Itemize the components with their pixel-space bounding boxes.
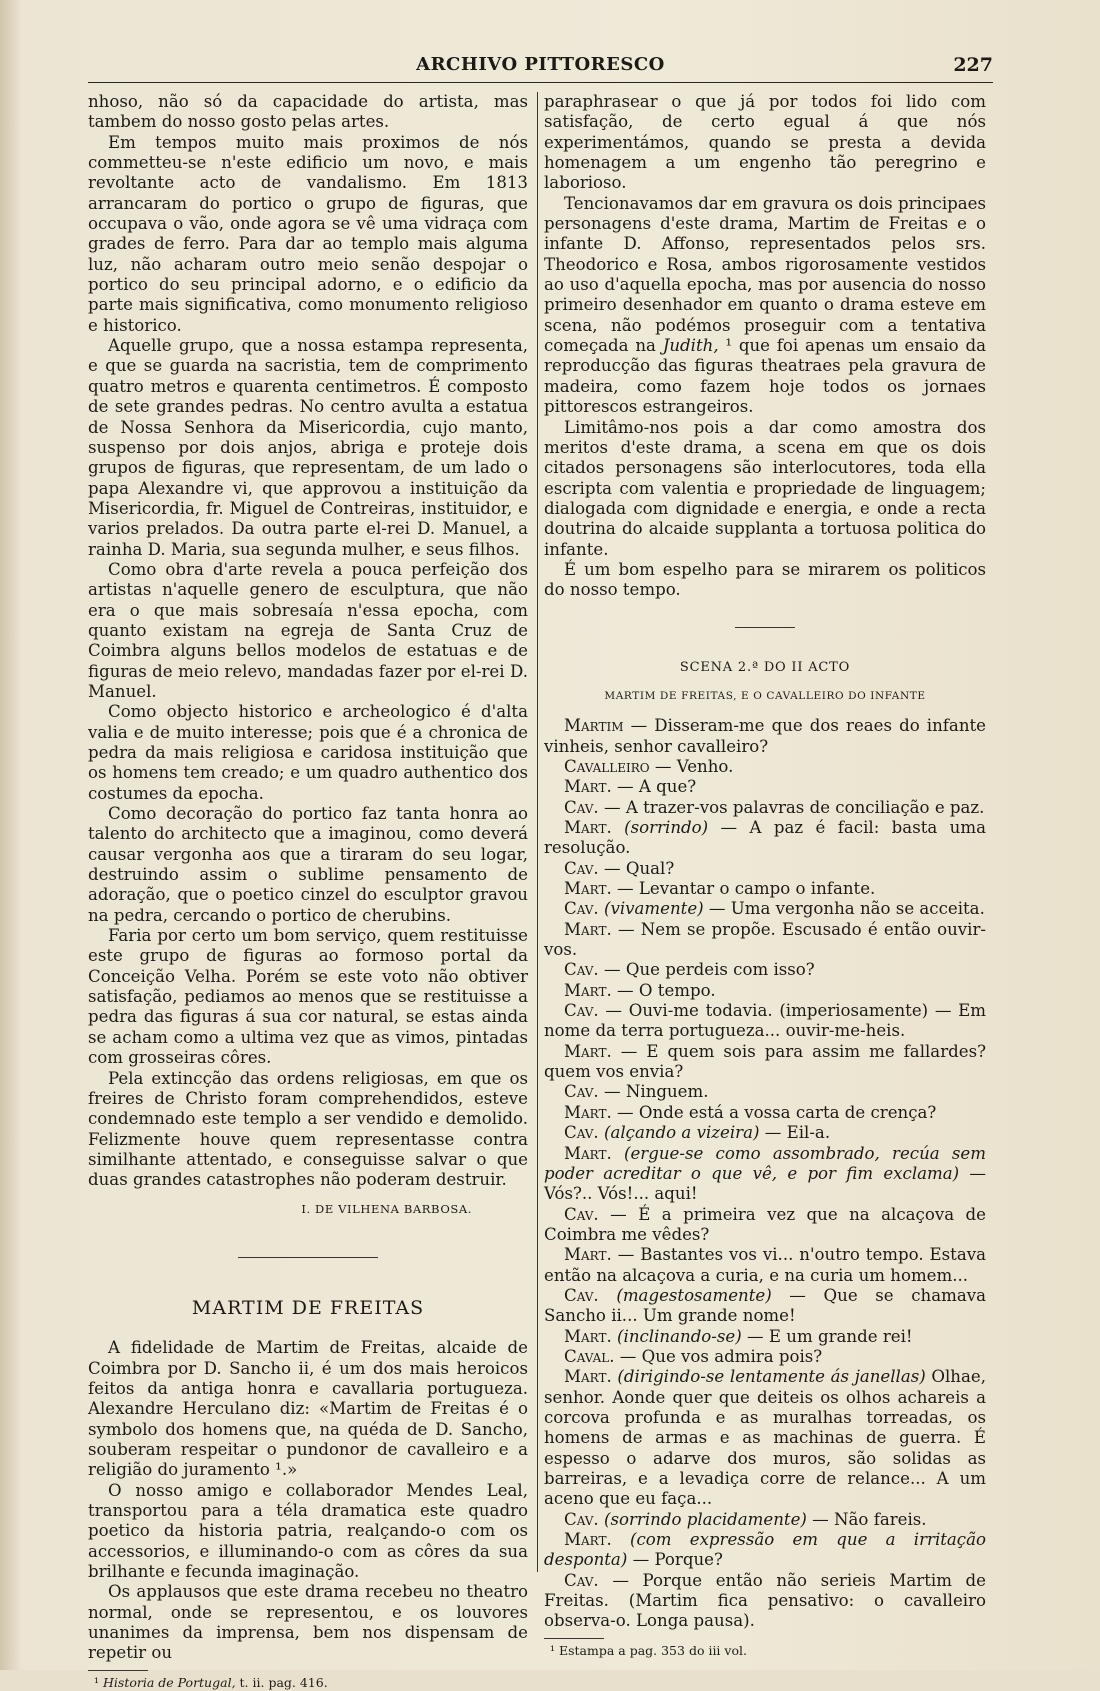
paragraph: Como decoração do portico faz tanta honra ao talento do architecto que a imaginou, como deverá causar vergonha aos que a tiraram do seu logar, destruindo assim o sublime pensamento de adoração, que o poetico cinzel do esculptor gravou na pedra, cercando o portico de cherubins. [88,804,528,925]
footnote-rest: t. ii. pag. 416. [239,1674,328,1690]
footnote: ¹ Estampa a pag. 353 do iii vol. [550,1642,747,1658]
speaker-name: Cav. [564,797,599,817]
dialogue-text: — Nem se propõe. Escusado é então ouvir-vos. [544,919,986,960]
speaker-name: Mart. [564,1041,612,1061]
scene-subtitle: MARTIM DE FREITAS, E O CAVALLEIRO DO INFANTE [604,689,926,702]
paragraph-text: ¹ que foi apenas um ensaio da reproducção das figuras theatraes pela gravura de madeira, como fazem hoje todos os jornaes pittorescos estrangeiros. [544,336,986,417]
dialogue-line [544,1530,986,1571]
speaker-name: Cav. [564,1001,599,1021]
author-signature: I. DE VILHENA BARBOSA. [301,1201,472,1216]
page-header [88,52,993,83]
dialogue-text: — Disseram-me que dos reaes do infante vinheis, senhor cavalleiro? [544,716,986,756]
paragraph: É um bom espelho para se mirarem os politicos do nosso tempo. [544,559,986,600]
right-column [544,92,986,1659]
paragraph: Como obra d'arte revela a pouca perfeição dos artistas n'aquelle genero de esculptura, que não era o que mais sobresaía n'essa epocha, com quanto existam na egreja de Santa Cruz de Coimbra alguns bellos modelos de estatuas e de figuras de meio relevo, mandadas fazer por el-rei D. Manuel. [88,559,528,701]
paragraph: Como objecto historico e archeologico é d'alta valia e de muito interesse; pois que é a chronica de pedra da mais religiosa e caridosa instituição que os homens tem creado; e um quadro authentico dos costumes da epocha. [88,702,528,803]
dialogue-line [544,879,986,899]
speaker-name: Mart. [564,1326,612,1346]
dialogue-line [544,1103,986,1123]
dialogue-line [544,757,986,777]
left-column [88,92,528,1691]
section-separator [735,627,795,628]
dialogue-text: — E um grande rei! [741,1326,913,1346]
dialogue-text: Olhae, senhor. Aonde quer que deiteis os olhos achareis a corcova profunda e as muralhas torreadas, os homens de armas e as machinas de guerra. É espesso o adarve dos muros, são solidas as barreiras, e a levadiça corre de relance... A um aceno que eu faça... [544,1367,986,1509]
dialogue-text: — Bastantes vos vi... n'outro tempo. Estava então na alcaçova a curia, e na curia um homem... [544,1245,986,1285]
scene-title: SCENA 2.ª DO II ACTO [679,659,851,675]
dialogue-line [544,1042,986,1083]
stage-direction: (magestosamente) [616,1285,772,1305]
speaker-name: Mart. [564,777,612,797]
speaker-name: Cav. [564,1570,599,1590]
speaker-name: Cav. [564,899,599,919]
dialogue-line [544,981,986,1001]
stage-direction: (dirigindo-se lentamente ás janellas) [617,1367,926,1387]
dialogue-text: — Ninguem. [598,1082,709,1102]
stage-direction: (ergue-se como assombrado, recúa sem poder acreditar o que vê, e por fim exclama) [544,1143,986,1183]
dialogue-text: — Eil-a. [759,1123,831,1143]
section-separator [238,1257,378,1258]
dialogue-text: — Que perdeis com isso? [598,960,815,980]
speaker-name: Cav. [564,960,599,980]
speaker-name: Mart. [564,818,612,837]
dialogue-text: — Levantar o campo o infante. [611,879,876,899]
paragraph: paraphrasear o que já por todos foi lido com satisfação, de certo egual á que nós experimentámos, quando se presta a devida homenagem a um engenho tão peregrino e laborioso. [544,92,986,193]
speaker-name: Cav. [564,1082,599,1102]
speaker-name: Cav. [564,1123,599,1143]
paragraph: Em tempos muito mais proximos de nós commetteu-se n'este edificio um novo, e mais revoltante acto de vandalismo. Em 1813 arrancaram do portico o grupo de figuras, que occupava o vão, onde agora se vê uma vidraça com grades de ferro. Para dar ao templo mais alguma luz, não acharam outro meio senão despojar o portico do seu principal adorno, e o edificio da parte mais significativa, como monumento religioso e historico. [88,132,528,335]
speaker-name: Mart. [564,1102,612,1122]
dialogue-text: — Onde está a vossa carta de crença? [611,1102,937,1122]
dialogue-text: — Vós?.. Vós!... aqui! [544,1163,986,1204]
dialogue-text: — Venho. [649,756,734,776]
footnote-rule [544,1638,604,1639]
dialogue-line [544,1123,986,1143]
stage-direction: (sorrindo placidamente) [604,1509,807,1529]
dialogue-text: — Que se chamava Sancho ii... Um grande nome! [544,1285,986,1326]
speaker-name: Mart. [564,980,612,1000]
speaker-name: Mart. [564,1143,612,1163]
paragraph-text: Tencionavamos dar em gravura os dois principaes personagens d'este drama, Martim de Freitas e o infante D. Affonso, representados pelos srs. Theodorico e Rosa, ambos rigorosamente vestidos ao uso d'aquella epocha, mas por ausencia do nosso primeiro desenhador em quanto o drama esteve em scena, não podémos proseguir com a tentativa começada na [544,193,986,356]
speaker-name: Mart. [564,1245,612,1265]
dialogue-line [544,1245,986,1286]
dialogue-line [544,1327,986,1347]
dialogue-text: — A que? [611,777,697,797]
speaker-name: Cav. [564,1285,599,1305]
dialogue-text: — O tempo. [611,980,716,1000]
dialogue-line [544,899,986,919]
paragraph [544,194,986,418]
speaker-name: Cav. [564,858,599,878]
dialogue-line [544,1510,986,1530]
paragraph: Limitâmo-nos pois a dar como amostra dos meritos d'este drama, a scena em que os dois citados personagens são interlocutores, toda ella escripta com valentia e propriedade de linguagem; dialogada com dignidade e energia, e onde a recta doutrina do alcaide supplanta a tortuosa politica do infante. [544,417,986,559]
dialogue-line [544,716,986,757]
article-title: MARTIM DE FREITAS [191,1296,425,1319]
judith-title: Judith, [662,336,719,356]
paragraph: nhoso, não só da capacidade do artista, mas tambem do nosso gosto pelas artes. [88,92,528,132]
paragraph: Pela extincção das ordens religiosas, em que os freires de Christo foram comprehendidos, esteve condemnado este templo a ser vendido e demolido. Felizmente houve quem representasse contra similhante attentado, e conseguisse salvar o que duas grandes catastrophes não poderam destruir. [88,1068,528,1190]
dialogue-text: — Ouvi-me todavia. (imperiosamente) — Em nome da terra portugueza... ouvir-me-heis. [544,1001,986,1041]
speaker-name: Cav. [564,1509,599,1529]
dialogue-text: — A paz é facil: basta uma resolução. [544,818,986,858]
dialogue-text: — Uma vergonha não se acceita. [703,899,985,919]
dialogue [544,716,986,1631]
journal-title: ARCHIVO PITTORESCO [416,54,665,75]
dialogue-line [544,1205,986,1246]
paragraph: Faria por certo um bom serviço, quem restituisse este grupo de figuras ao formoso portal da Conceição Velha. Porém se este voto não obtiver satisfação, pediamos ao menos que se restituisse a pedra das figuras á sua cor natural, se estas ainda se acham como a ultima vez que as vimos, pintadas com grosseiras côres. [88,926,528,1068]
speaker-name: Mart. [564,1530,612,1550]
paragraph: Aquelle grupo, que a nossa estampa representa, e que se guarda na sacristia, tem de comprimento quatro metros e quarenta centimetros. É composto de sete grandes pedras. No centro avulta a estatua de Nossa Senhora da Misericordia, cujo manto, suspenso por dois anjos, abriga e proteje dois grupos de figuras, que representam, de um lado o papa Alexandre vi, que approvou a instituição da Misericordia, fr. Miguel de Contreiras, instituidor, e varios prelados. Da outra parte el-rei D. Manuel, a rainha D. Maria, sua segunda mulher, e seus filhos. [88,336,528,559]
speaker-name: Mart. [564,879,612,899]
dialogue-line [544,1367,986,1509]
stage-direction: (inclinando-se) [617,1326,742,1346]
dialogue-text: — Porque? [627,1550,723,1570]
stage-direction: (alçando a vizeira) [604,1123,760,1143]
dialogue-line [544,818,986,859]
dialogue-line [544,1082,986,1102]
speaker-name: Cavalleiro [564,756,650,776]
footnote [88,1675,528,1691]
dialogue-line [544,1144,986,1205]
dialogue-line [544,960,986,980]
stage-direction: (vivamente) [604,899,704,919]
stage-direction: (sorrindo) [624,818,709,837]
dialogue-line [544,920,986,961]
speaker-name: Mart. [564,919,612,939]
paragraph: O nosso amigo e collaborador Mendes Leal, transportou para a téla dramatica este quadro poetico da historia patria, realçando-o com os accessorios, e illuminando-o com as côres da sua brilhante e fecunda imaginação. [88,1480,528,1582]
dialogue-text: — Não fareis. [806,1509,927,1529]
dialogue-text: — E quem sois para assim me fallardes? quem vos envia? [544,1041,986,1082]
speaker-name: Caval. [564,1346,615,1366]
dialogue-line [544,859,986,879]
dialogue-line [544,1001,986,1042]
dialogue-line [544,1571,986,1632]
dialogue-text: — Porque então não serieis Martim de Freitas. (Martim fica pensativo: o cavalleiro observa-o. Longa pausa). [544,1570,986,1631]
dialogue-line [544,1286,986,1327]
speaker-name: Martim [564,716,624,736]
footnote-number: ¹ [94,1674,100,1690]
speaker-name: Cav. [564,1204,599,1224]
paragraph: Os applausos que este drama recebeu no theatro normal, onde se representou, e os louvores unanimes da imprensa, bem nos dispensam de repetir ou [88,1582,528,1663]
dialogue-text: — Qual? [598,858,675,878]
dialogue-text: — É a primeira vez que na alcaçova de Coimbra me vêdes? [544,1204,986,1244]
dialogue-text: — A trazer-vos palavras de conciliação e paz. [598,797,985,817]
stage-direction: (com expressão em que a irritação desponta) [544,1530,986,1570]
dialogue-line [544,777,986,797]
dialogue-text: — Que vos admira pois? [614,1346,823,1366]
dialogue-line [544,1347,986,1367]
column-divider [537,92,538,1572]
dialogue-line [544,798,986,818]
footnote-source: Historia de Portugal, [103,1674,236,1690]
speaker-name: Mart. [564,1367,612,1387]
paragraph: A fidelidade de Martim de Freitas, alcaide de Coimbra por D. Sancho ii, é um dos mais heroicos feitos da antiga honra e cavallaria portugueza. Alexandre Herculano diz: «Martim de Freitas é o symbolo dos homens que, na quéda de D. Sancho, souberam respeitar o pundonor de cavalleiro e a religião do juramento ¹.» [88,1338,528,1480]
page-number: 227 [953,54,993,76]
